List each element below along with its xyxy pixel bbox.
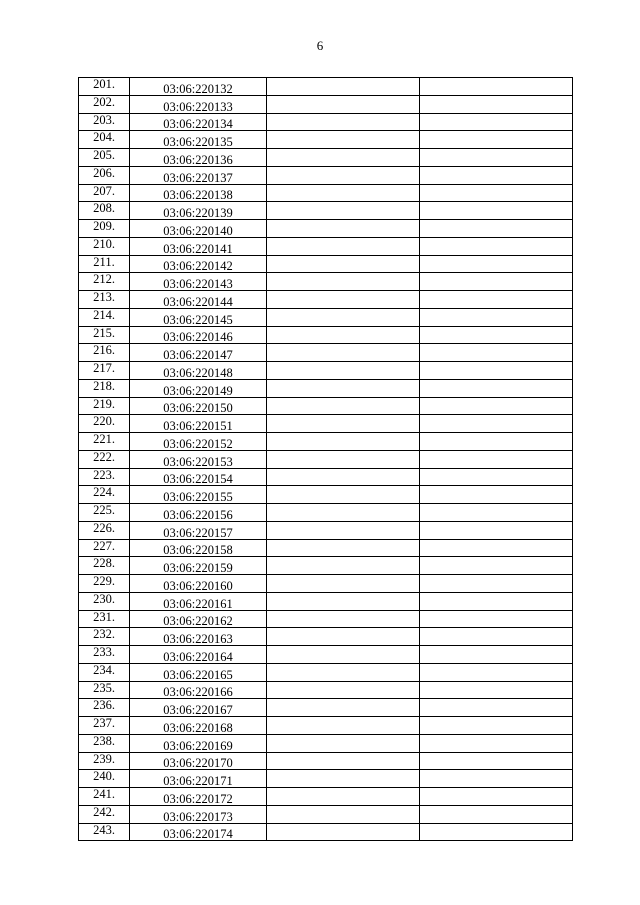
cadastral-number-cell: 03:06:220173 — [130, 805, 267, 823]
table-row — [79, 362, 573, 380]
cadastral-number-cell: 03:06:220160 — [130, 575, 267, 593]
empty-cell — [420, 681, 573, 699]
empty-cell — [267, 788, 420, 806]
table-row — [79, 291, 573, 309]
cadastral-number-cell: 03:06:220172 — [130, 788, 267, 806]
empty-cell — [267, 646, 420, 664]
cadastral-number-cell: 03:06:220157 — [130, 521, 267, 539]
empty-cell — [267, 575, 420, 593]
empty-cell — [267, 95, 420, 113]
empty-cell — [420, 504, 573, 522]
empty-cell — [420, 628, 573, 646]
empty-cell — [420, 575, 573, 593]
empty-cell — [267, 663, 420, 681]
register-table-body — [79, 78, 573, 841]
row-number-cell: 205. — [79, 149, 130, 167]
cadastral-number-cell: 03:06:220136 — [130, 149, 267, 167]
row-number-cell: 242. — [79, 805, 130, 823]
cadastral-number-cell: 03:06:220147 — [130, 344, 267, 362]
cadastral-number-cell: 03:06:220144 — [130, 291, 267, 309]
cadastral-number-cell: 03:06:220158 — [130, 539, 267, 557]
cadastral-number-cell: 03:06:220174 — [130, 823, 267, 841]
table-row — [79, 415, 573, 433]
cadastral-number-cell: 03:06:220170 — [130, 752, 267, 770]
cadastral-number-cell: 03:06:220162 — [130, 610, 267, 628]
row-number-cell: 243. — [79, 823, 130, 841]
empty-cell — [420, 717, 573, 735]
empty-cell — [267, 450, 420, 468]
row-number-cell: 233. — [79, 646, 130, 664]
empty-cell — [267, 610, 420, 628]
empty-cell — [420, 450, 573, 468]
cadastral-number-cell: 03:06:220149 — [130, 379, 267, 397]
empty-cell — [420, 610, 573, 628]
empty-cell — [267, 78, 420, 96]
row-number-cell: 238. — [79, 734, 130, 752]
row-number-cell: 206. — [79, 166, 130, 184]
row-number-cell: 241. — [79, 788, 130, 806]
table-row — [79, 166, 573, 184]
table-row — [79, 575, 573, 593]
row-number-cell: 201. — [79, 78, 130, 96]
empty-cell — [420, 592, 573, 610]
empty-cell — [267, 255, 420, 273]
cadastral-number-cell: 03:06:220154 — [130, 468, 267, 486]
table-row — [79, 699, 573, 717]
row-number-cell: 229. — [79, 575, 130, 593]
table-row — [79, 397, 573, 415]
row-number-cell: 210. — [79, 237, 130, 255]
empty-cell — [267, 592, 420, 610]
table-row — [79, 681, 573, 699]
row-number-cell: 216. — [79, 344, 130, 362]
cadastral-number-cell: 03:06:220155 — [130, 486, 267, 504]
empty-cell — [267, 823, 420, 841]
empty-cell — [420, 326, 573, 344]
cadastral-number-cell: 03:06:220133 — [130, 95, 267, 113]
cadastral-number-cell: 03:06:220140 — [130, 220, 267, 238]
cadastral-number-cell: 03:06:220142 — [130, 255, 267, 273]
table-row — [79, 326, 573, 344]
row-number-cell: 236. — [79, 699, 130, 717]
empty-cell — [420, 362, 573, 380]
row-number-cell: 203. — [79, 113, 130, 131]
cadastral-number-cell: 03:06:220169 — [130, 734, 267, 752]
empty-cell — [267, 681, 420, 699]
table-row — [79, 734, 573, 752]
cadastral-number-cell: 03:06:220165 — [130, 663, 267, 681]
empty-cell — [420, 823, 573, 841]
empty-cell — [420, 788, 573, 806]
empty-cell — [420, 539, 573, 557]
empty-cell — [420, 521, 573, 539]
cadastral-number-cell: 03:06:220141 — [130, 237, 267, 255]
empty-cell — [267, 166, 420, 184]
empty-cell — [267, 628, 420, 646]
table-row — [79, 149, 573, 167]
row-number-cell: 219. — [79, 397, 130, 415]
table-row — [79, 379, 573, 397]
cadastral-number-cell: 03:06:220153 — [130, 450, 267, 468]
row-number-cell: 230. — [79, 592, 130, 610]
empty-cell — [267, 397, 420, 415]
empty-cell — [267, 149, 420, 167]
empty-cell — [267, 379, 420, 397]
empty-cell — [267, 699, 420, 717]
cadastral-number-cell: 03:06:220134 — [130, 113, 267, 131]
empty-cell — [267, 468, 420, 486]
table-row — [79, 646, 573, 664]
row-number-cell: 235. — [79, 681, 130, 699]
table-row — [79, 468, 573, 486]
empty-cell — [420, 255, 573, 273]
empty-cell — [267, 113, 420, 131]
empty-cell — [267, 805, 420, 823]
row-number-cell: 237. — [79, 717, 130, 735]
empty-cell — [420, 131, 573, 149]
table-row — [79, 717, 573, 735]
table-row — [79, 752, 573, 770]
row-number-cell: 214. — [79, 308, 130, 326]
table-row — [79, 788, 573, 806]
cadastral-number-cell: 03:06:220152 — [130, 433, 267, 451]
table-row — [79, 433, 573, 451]
table-row — [79, 539, 573, 557]
table-row — [79, 344, 573, 362]
empty-cell — [420, 663, 573, 681]
empty-cell — [267, 220, 420, 238]
cadastral-number-cell: 03:06:220159 — [130, 557, 267, 575]
row-number-cell: 202. — [79, 95, 130, 113]
empty-cell — [420, 433, 573, 451]
empty-cell — [420, 752, 573, 770]
empty-cell — [420, 308, 573, 326]
empty-cell — [420, 415, 573, 433]
cadastral-number-cell: 03:06:220151 — [130, 415, 267, 433]
empty-cell — [420, 166, 573, 184]
table-row — [79, 592, 573, 610]
table-row — [79, 805, 573, 823]
empty-cell — [420, 734, 573, 752]
cadastral-number-cell: 03:06:220171 — [130, 770, 267, 788]
cadastral-number-cell: 03:06:220132 — [130, 78, 267, 96]
empty-cell — [420, 149, 573, 167]
empty-cell — [267, 486, 420, 504]
empty-cell — [420, 379, 573, 397]
empty-cell — [420, 646, 573, 664]
empty-cell — [420, 344, 573, 362]
row-number-cell: 220. — [79, 415, 130, 433]
table-row — [79, 770, 573, 788]
row-number-cell: 224. — [79, 486, 130, 504]
table-row — [79, 557, 573, 575]
cadastral-number-cell: 03:06:220150 — [130, 397, 267, 415]
register-table — [78, 77, 573, 841]
empty-cell — [420, 557, 573, 575]
cadastral-number-cell: 03:06:220168 — [130, 717, 267, 735]
row-number-cell: 215. — [79, 326, 130, 344]
cadastral-number-cell: 03:06:220146 — [130, 326, 267, 344]
empty-cell — [420, 273, 573, 291]
cadastral-number-cell: 03:06:220166 — [130, 681, 267, 699]
row-number-cell: 226. — [79, 521, 130, 539]
table-row — [79, 202, 573, 220]
cadastral-number-cell: 03:06:220139 — [130, 202, 267, 220]
row-number-cell: 204. — [79, 131, 130, 149]
table-row — [79, 663, 573, 681]
row-number-cell: 223. — [79, 468, 130, 486]
table-row — [79, 610, 573, 628]
table-row — [79, 521, 573, 539]
empty-cell — [267, 504, 420, 522]
cadastral-number-cell: 03:06:220145 — [130, 308, 267, 326]
empty-cell — [420, 468, 573, 486]
empty-cell — [420, 184, 573, 202]
table-row — [79, 220, 573, 238]
cadastral-number-cell: 03:06:220163 — [130, 628, 267, 646]
row-number-cell: 231. — [79, 610, 130, 628]
cadastral-number-cell: 03:06:220135 — [130, 131, 267, 149]
row-number-cell: 228. — [79, 557, 130, 575]
empty-cell — [267, 184, 420, 202]
empty-cell — [420, 237, 573, 255]
empty-cell — [267, 237, 420, 255]
table-row — [79, 628, 573, 646]
cadastral-number-cell: 03:06:220148 — [130, 362, 267, 380]
row-number-cell: 218. — [79, 379, 130, 397]
table-row — [79, 823, 573, 841]
cadastral-number-cell: 03:06:220138 — [130, 184, 267, 202]
table-row — [79, 450, 573, 468]
empty-cell — [267, 734, 420, 752]
table-row — [79, 78, 573, 96]
empty-cell — [420, 805, 573, 823]
empty-cell — [267, 717, 420, 735]
table-row — [79, 486, 573, 504]
empty-cell — [420, 397, 573, 415]
row-number-cell: 217. — [79, 362, 130, 380]
cadastral-number-cell: 03:06:220143 — [130, 273, 267, 291]
empty-cell — [420, 95, 573, 113]
empty-cell — [267, 557, 420, 575]
table-row — [79, 255, 573, 273]
row-number-cell: 208. — [79, 202, 130, 220]
row-number-cell: 239. — [79, 752, 130, 770]
row-number-cell: 213. — [79, 291, 130, 309]
empty-cell — [267, 415, 420, 433]
row-number-cell: 227. — [79, 539, 130, 557]
table-row — [79, 131, 573, 149]
empty-cell — [267, 202, 420, 220]
empty-cell — [420, 770, 573, 788]
row-number-cell: 207. — [79, 184, 130, 202]
row-number-cell: 240. — [79, 770, 130, 788]
empty-cell — [267, 433, 420, 451]
empty-cell — [420, 291, 573, 309]
row-number-cell: 222. — [79, 450, 130, 468]
empty-cell — [267, 291, 420, 309]
table-row — [79, 184, 573, 202]
empty-cell — [420, 202, 573, 220]
empty-cell — [267, 752, 420, 770]
row-number-cell: 234. — [79, 663, 130, 681]
table-row — [79, 237, 573, 255]
cadastral-number-cell: 03:06:220161 — [130, 592, 267, 610]
empty-cell — [267, 362, 420, 380]
row-number-cell: 221. — [79, 433, 130, 451]
row-number-cell: 211. — [79, 255, 130, 273]
row-number-cell: 212. — [79, 273, 130, 291]
table-row — [79, 504, 573, 522]
row-number-cell: 225. — [79, 504, 130, 522]
cadastral-number-cell: 03:06:220137 — [130, 166, 267, 184]
row-number-cell: 209. — [79, 220, 130, 238]
empty-cell — [267, 521, 420, 539]
empty-cell — [267, 326, 420, 344]
empty-cell — [267, 308, 420, 326]
empty-cell — [420, 220, 573, 238]
cadastral-number-cell: 03:06:220164 — [130, 646, 267, 664]
empty-cell — [267, 344, 420, 362]
table-row — [79, 308, 573, 326]
table-row — [79, 273, 573, 291]
empty-cell — [420, 113, 573, 131]
empty-cell — [267, 770, 420, 788]
empty-cell — [420, 486, 573, 504]
table-row — [79, 113, 573, 131]
page-number: 6 — [316, 38, 324, 53]
row-number-cell: 232. — [79, 628, 130, 646]
empty-cell — [420, 78, 573, 96]
empty-cell — [267, 131, 420, 149]
cadastral-number-cell: 03:06:220167 — [130, 699, 267, 717]
empty-cell — [267, 539, 420, 557]
empty-cell — [267, 273, 420, 291]
empty-cell — [420, 699, 573, 717]
cadastral-number-cell: 03:06:220156 — [130, 504, 267, 522]
table-row — [79, 95, 573, 113]
